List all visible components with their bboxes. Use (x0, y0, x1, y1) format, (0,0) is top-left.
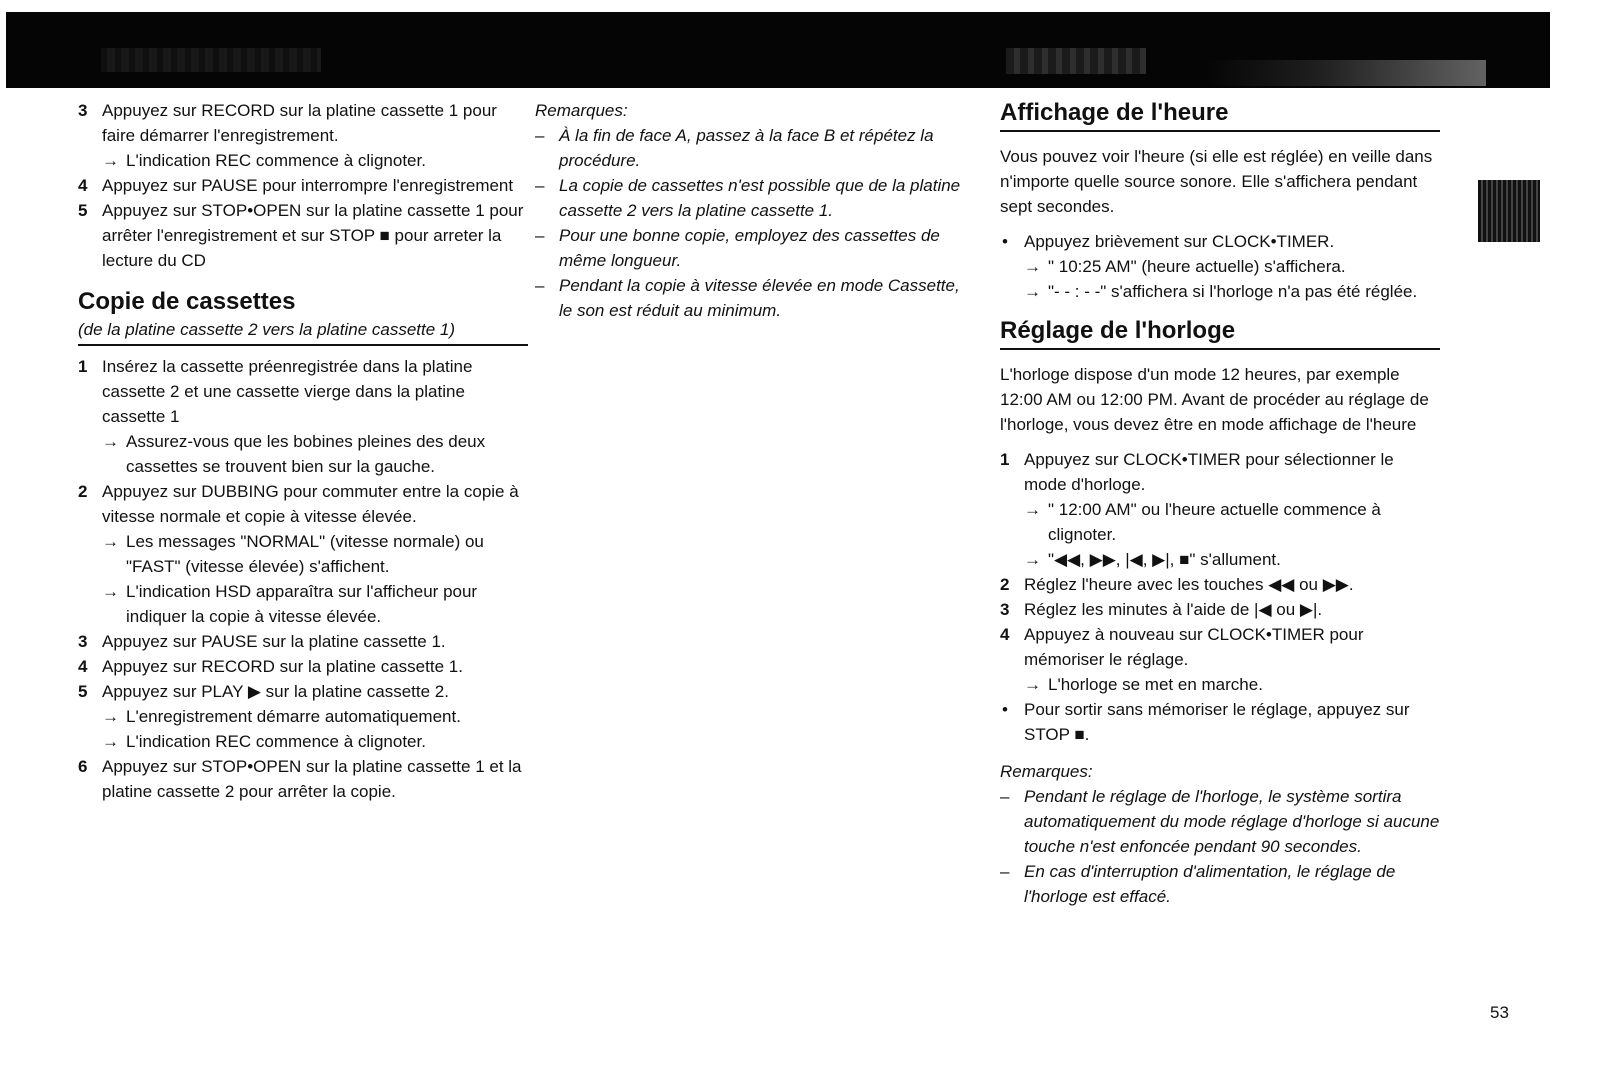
dash-marker: – (1000, 787, 1010, 806)
step-substep (102, 729, 528, 754)
step-number: 5 (78, 682, 88, 701)
step-number: 3 (78, 101, 88, 120)
step-text: Appuyez sur STOP•OPEN sur la platine cassette 1 pour arrêter l'enregistrement et sur STOP ■ pour arreter la lecture du CD (102, 201, 524, 270)
step-number: 1 (78, 357, 88, 376)
arrow-icon: → (1024, 257, 1041, 276)
dash-marker: – (1000, 862, 1010, 881)
step-substep (102, 704, 528, 729)
step-text: Appuyez à nouveau sur CLOCK•TIMER pour mémoriser le réglage. (1024, 625, 1364, 669)
step-item (78, 98, 528, 148)
dash-marker: – (535, 226, 545, 245)
header-blurred-title-right (1006, 48, 1146, 74)
step-number: 3 (1000, 600, 1010, 619)
substep-text: L'indication REC commence à clignoter. (126, 732, 426, 751)
step-number: 2 (1000, 575, 1010, 594)
step-number: 1 (1000, 450, 1010, 469)
time-bullet (1000, 229, 1440, 254)
step-text: Appuyez sur CLOCK•TIMER pour sélectionner le mode d'horloge. (1024, 450, 1394, 494)
remark-text: En cas d'interruption d'alimentation, le réglage de l'horloge est effacé. (1024, 862, 1396, 906)
step-item (78, 354, 528, 429)
step-item (78, 479, 528, 529)
step-number: 4 (78, 176, 88, 195)
bullet-text: Pour sortir sans mémoriser le réglage, appuyez sur STOP ■. (1024, 700, 1410, 744)
step-number: 2 (78, 482, 88, 501)
time-intro: Vous pouvez voir l'heure (si elle est réglée) en veille dans n'importe quelle source sonore. Elle s'affichera pendant sept secondes. (1000, 147, 1433, 216)
step-substep (102, 579, 528, 629)
clock-intro: L'horloge dispose d'un mode 12 heures, par exemple 12:00 AM ou 12:00 PM. Avant de procéder au réglage de l'horloge, vous devez être en mode affichage de l'heure (1000, 365, 1429, 434)
header-blurred-title-left (101, 48, 321, 72)
step-item (1000, 622, 1440, 672)
remarks-title: Remarques: (1000, 762, 1093, 781)
remark-text: Pour une bonne copie, employez des cassettes de même longueur. (559, 226, 940, 270)
remark-item (535, 223, 975, 273)
substep-text: L'enregistrement démarre automatiquement. (126, 707, 461, 726)
substep-text: L'indication REC commence à clignoter. (126, 151, 426, 170)
step-text: Appuyez sur PLAY ▶ sur la platine cassette 2. (102, 682, 449, 701)
remark-text: À la fin de face A, passez à la face B et répétez la procédure. (559, 126, 934, 170)
arrow-icon: → (1024, 550, 1041, 569)
bullet-marker: • (1002, 700, 1008, 719)
step-item (78, 654, 528, 679)
side-tab-marker (1478, 180, 1540, 242)
remark-item (535, 273, 975, 323)
substep-text: " 10:25 AM" (heure actuelle) s'affichera. (1048, 257, 1346, 276)
remark-text: La copie de cassettes n'est possible que de la platine cassette 2 vers la platine cassette 1. (559, 176, 961, 220)
arrow-icon: → (102, 432, 119, 451)
arrow-icon: → (102, 582, 119, 601)
column-left (78, 98, 528, 804)
dash-marker: – (535, 126, 545, 145)
section-subtitle: (de la platine cassette 2 vers la platine cassette 1) (78, 317, 528, 346)
clock-bullet (1000, 697, 1440, 747)
step-text: Appuyez sur PAUSE sur la platine cassette 1. (102, 632, 446, 651)
arrow-icon: → (1024, 282, 1041, 301)
step-substep (1024, 672, 1440, 697)
substep-text: "- - : - -" s'affichera si l'horloge n'a pas été réglée. (1048, 282, 1418, 301)
step-text: Appuyez sur PAUSE pour interrompre l'enregistrement (102, 176, 514, 195)
substep-text: Assurez-vous que les bobines pleines des deux cassettes se trouvent bien sur la gauche. (126, 432, 486, 476)
step-item (78, 198, 528, 273)
step-number: 6 (78, 757, 88, 776)
page-number: 53 (1490, 1003, 1509, 1022)
header-scan-noise (1206, 60, 1486, 86)
section-title-affichage: Affichage de l'heure (1000, 98, 1440, 132)
step-item (78, 679, 528, 704)
step-text: Réglez les minutes à l'aide de |◀ ou ▶|. (1024, 600, 1323, 619)
step-substep (1024, 547, 1440, 572)
bullet-substep (1024, 254, 1440, 279)
copy-steps (78, 354, 528, 804)
step-text: Réglez l'heure avec les touches ◀◀ ou ▶▶. (1024, 575, 1354, 594)
section-title-reglage: Réglage de l'horloge (1000, 316, 1440, 350)
substep-text: " 12:00 AM" ou l'heure actuelle commence à clignoter. (1048, 500, 1381, 544)
remark-item (1000, 859, 1440, 909)
step-item (78, 754, 528, 804)
step-item (1000, 572, 1440, 597)
substep-text: L'horloge se met en marche. (1048, 675, 1263, 694)
section-title-copie: Copie de cassettes (78, 288, 296, 315)
column-right (1000, 98, 1440, 909)
dash-marker: – (535, 276, 545, 295)
step-text: Insérez la cassette préenregistrée dans la platine cassette 2 et une cassette vierge dans la platine cassette 1 (102, 357, 473, 426)
remark-item (535, 123, 975, 173)
arrow-icon: → (102, 532, 119, 551)
arrow-icon: → (1024, 500, 1041, 519)
remark-item (535, 173, 975, 223)
arrow-icon: → (102, 707, 119, 726)
remarks-title: Remarques: (535, 101, 628, 120)
substep-text: L'indication HSD apparaîtra sur l'afficheur pour indiquer la copie à vitesse élevée. (126, 582, 478, 626)
remark-item (1000, 784, 1440, 859)
step-item (78, 629, 528, 654)
arrow-icon: → (102, 732, 119, 751)
step-number: 3 (78, 632, 88, 651)
step-substep (102, 529, 528, 579)
step-text: Appuyez sur DUBBING pour commuter entre la copie à vitesse normale et copie à vitesse élevée. (102, 482, 519, 526)
step-substep (102, 429, 528, 479)
step-substep (102, 148, 528, 173)
step-number: 4 (78, 657, 88, 676)
substep-text: "◀◀, ▶▶, |◀, ▶|, ■" s'allument. (1048, 550, 1281, 569)
remark-text: Pendant le réglage de l'horloge, le système sortira automatiquement du mode réglage d'horloge si aucune touche n'est enfoncée pendant 90 secondes. (1024, 787, 1440, 856)
bullet-text: Appuyez brièvement sur CLOCK•TIMER. (1024, 232, 1335, 251)
remark-text: Pendant la copie à vitesse élevée en mode Cassette, le son est réduit au minimum. (559, 276, 960, 320)
steps-continued (78, 98, 528, 273)
column-middle (535, 98, 975, 323)
arrow-icon: → (1024, 675, 1041, 694)
step-text: Appuyez sur RECORD sur la platine cassette 1 pour faire démarrer l'enregistrement. (102, 101, 497, 145)
step-substep (1024, 497, 1440, 547)
bullet-substep (1024, 279, 1440, 304)
dash-marker: – (535, 176, 545, 195)
step-item (1000, 447, 1440, 497)
arrow-icon: → (102, 151, 119, 170)
bullet-marker: • (1002, 232, 1008, 251)
step-item (1000, 597, 1440, 622)
step-number: 4 (1000, 625, 1010, 644)
step-text: Appuyez sur STOP•OPEN sur la platine cassette 1 et la platine cassette 2 pour arrêter la copie. (102, 757, 522, 801)
header-bar (6, 12, 1550, 88)
step-text: Appuyez sur RECORD sur la platine cassette 1. (102, 657, 463, 676)
substep-text: Les messages "NORMAL" (vitesse normale) ou "FAST" (vitesse élevée) s'affichent. (126, 532, 484, 576)
step-number: 5 (78, 201, 88, 220)
step-item (78, 173, 528, 198)
